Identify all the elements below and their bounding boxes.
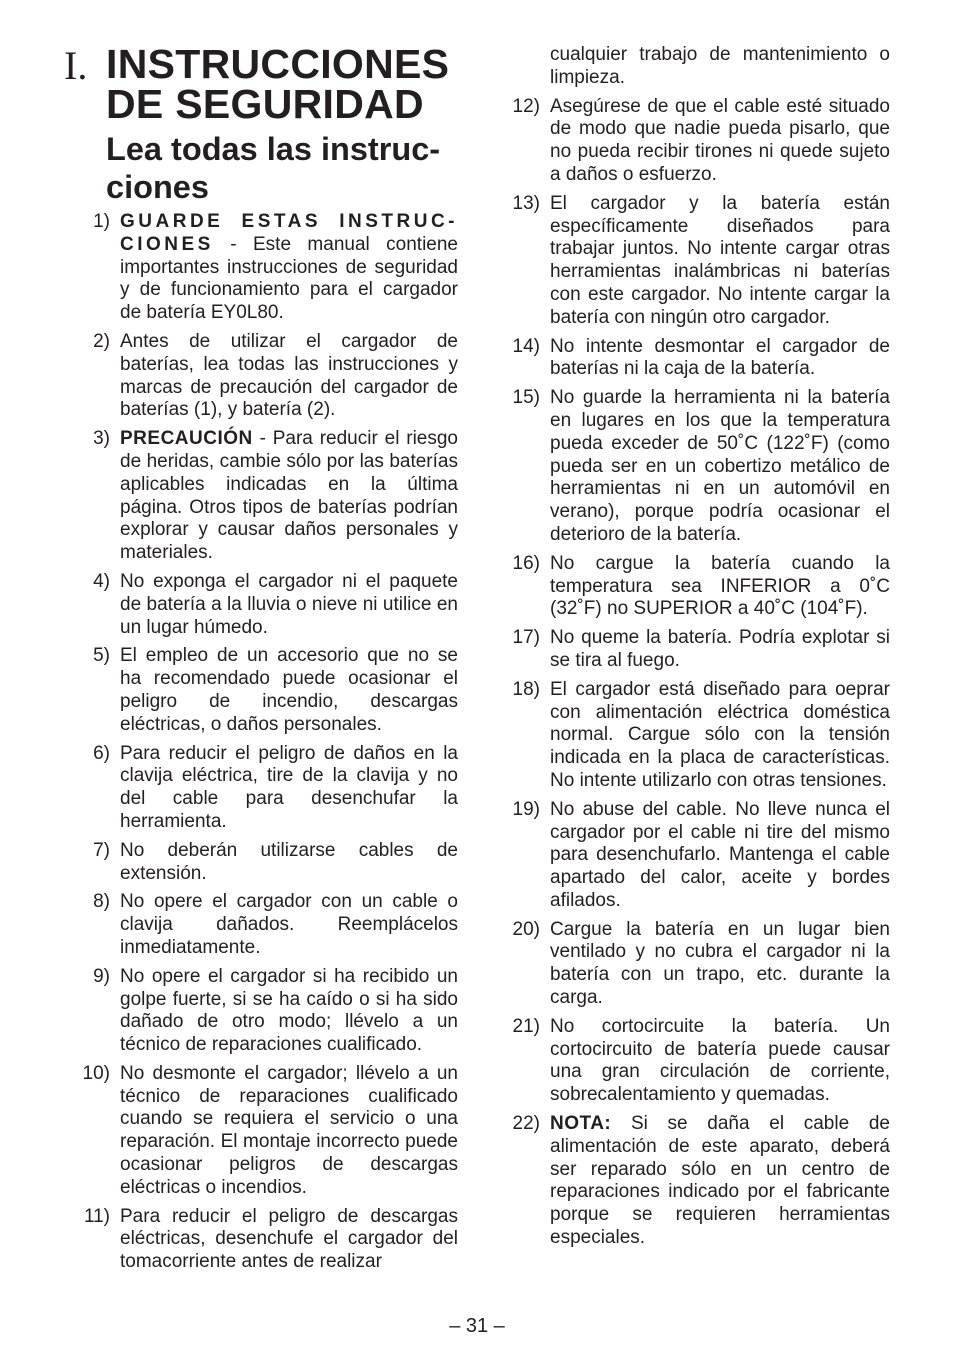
list-item bbox=[506, 96, 890, 187]
continued-text: cualquier trabajo de mantenimiento o limpieza. bbox=[550, 44, 890, 88]
list-item-text bbox=[120, 571, 458, 638]
list-item-number: 22) bbox=[512, 1113, 540, 1135]
list-item bbox=[506, 387, 890, 547]
list-item-body: No queme la batería. Podría explotar si se tira al fuego. bbox=[550, 627, 890, 671]
list-item-text bbox=[550, 679, 890, 791]
list-item-body: Cargue la batería en un lugar bien ventilado y no cubra el cargador ni la batería con un trapo, etc. durante la carga. bbox=[550, 918, 890, 1009]
section-title bbox=[106, 41, 466, 127]
list-item-number: 3) bbox=[93, 428, 110, 450]
list-item-number: 15) bbox=[512, 387, 540, 409]
list-item-number: 7) bbox=[93, 839, 110, 861]
list-item-body: Antes de utilizar el cargador de baterías, lea todas las instrucciones y marcas de precaución del cargador de baterías (1), y batería (2). bbox=[120, 330, 458, 421]
list-item bbox=[506, 1016, 890, 1107]
list-item-text bbox=[120, 840, 458, 884]
list-item bbox=[76, 1206, 458, 1274]
list-item bbox=[506, 193, 890, 330]
list-item-text bbox=[120, 966, 458, 1055]
list-item-body: No cargue la batería cuando la temperatura sea INFERIOR a 0˚C (32˚F) no SUPERIOR a 40˚C (104˚F). bbox=[550, 552, 890, 620]
list-item-body: El empleo de un accesorio que no se ha recomendado puede ocasionar el peligro de incendio, descargas eléctricas, o daños personales. bbox=[120, 645, 458, 735]
list-item bbox=[76, 1063, 458, 1200]
list-item-number: 5) bbox=[93, 645, 110, 667]
list-item-body: No cortocircuite la batería. Un cortocircuito de batería puede causar una gran circulación de corriente, sobrecalentamiento y quemadas. bbox=[550, 1015, 890, 1106]
list-item bbox=[76, 743, 458, 834]
list-item-body: - Para reducir el riesgo de heridas, cambie sólo por las baterías aplicables indicadas en la última página. Otros tipos de baterías podrían explorar y causar daños personales y materiales. bbox=[120, 428, 458, 564]
list-item-text bbox=[550, 799, 890, 911]
list-item-body: El cargador está diseñado para oeprar con alimentación eléctrica doméstica normal. Cargue sólo con la tensión indicada en la placa de características. No intente utilizarlo con otras tensiones. bbox=[550, 678, 890, 791]
list-item-number: 17) bbox=[512, 627, 540, 649]
list-item-text bbox=[550, 96, 890, 185]
list-item-number: 20) bbox=[512, 918, 540, 940]
list-item-number: 18) bbox=[512, 678, 540, 700]
list-item bbox=[76, 966, 458, 1057]
list-item-text bbox=[550, 553, 890, 620]
list-item-body: Si se daña el cable de alimentación de este aparato, deberá ser reparado sólo en un centro de reparaciones indicado por el fabricante porque se requieren herramientas especiales. bbox=[550, 1113, 890, 1249]
list-item-text bbox=[120, 891, 458, 958]
list-item bbox=[506, 799, 890, 913]
list-item-text bbox=[550, 387, 890, 545]
list-item-number: 21) bbox=[512, 1015, 540, 1037]
list-item-text bbox=[120, 211, 458, 323]
list-item-body: Para reducir el peligro de daños en la clavija eléctrica, tire de la clavija y no del cable para desenchufar la herramienta. bbox=[120, 742, 458, 832]
list-item-text bbox=[550, 919, 890, 1008]
list-item bbox=[506, 919, 890, 1010]
list-item-body: No intente desmontar el cargador de baterías ni la caja de la batería. bbox=[550, 335, 890, 380]
list-item-body: No desmonte el cargador; llévelo a un técnico de reparaciones cualificado cuando se requiera el servicio o una reparación. El montaje incorrecto puede ocasionar peligros de descargas eléctricas o incendios. bbox=[120, 1062, 458, 1198]
list-item-body: No guarde la herramienta ni la batería en lugares en los que la temperatura pueda exceder de 50˚C (122˚F) (como pueda ser en un cobertizo metálico de herramientas ni en un automóvil en verano), porque podría ocasionar el deterioro de la batería. bbox=[550, 387, 890, 545]
list-item-number: 6) bbox=[93, 742, 110, 764]
list-item-text bbox=[550, 1016, 890, 1105]
list-item-number: 10) bbox=[82, 1062, 110, 1084]
section-title-line1: INSTRUCCIONES bbox=[106, 41, 450, 87]
list-item-body: Para reducir el peligro de descargas eléctricas, desenchufe el cargador del tomacorriente antes de realizar bbox=[120, 1205, 458, 1273]
list-item-number: 8) bbox=[93, 891, 110, 913]
section-subtitle bbox=[106, 130, 466, 206]
list-item-text bbox=[120, 1063, 458, 1198]
list-item-number: 14) bbox=[512, 335, 540, 357]
list-item-text bbox=[550, 193, 890, 328]
list-item-keyword: PRECAUCIÓN bbox=[120, 428, 253, 450]
page-number: – 31 – bbox=[449, 1315, 505, 1337]
list-item-number: 1) bbox=[93, 211, 110, 232]
section-number: I. bbox=[64, 43, 88, 88]
section-subtitle-line2: ciones bbox=[106, 169, 209, 205]
list-item-number: 16) bbox=[512, 552, 540, 574]
list-item bbox=[506, 1113, 890, 1250]
list-item-body: - Este manual contiene importantes instrucciones de seguridad y de funcionamiento para el cargador de batería EY0L80. bbox=[120, 233, 458, 324]
list-item bbox=[506, 336, 890, 382]
right-column bbox=[506, 44, 890, 1256]
list-item bbox=[76, 331, 458, 422]
list-item-text bbox=[120, 1206, 458, 1273]
list-item bbox=[506, 627, 890, 673]
list-item-body: El cargador y la batería están específicamente diseñados para trabajar juntos. No intente cargar otras herramientas inalámbricas ni baterías con este cargador. No intente cargar la batería con ningún otro cargador. bbox=[550, 192, 890, 328]
list-item-text bbox=[120, 743, 458, 832]
section-subtitle-line1: Lea todas las instruc- bbox=[106, 131, 441, 167]
section-title-line2: DE SEGURIDAD bbox=[106, 81, 424, 127]
list-item-text bbox=[120, 645, 458, 734]
list-item-text bbox=[550, 336, 890, 380]
list-item-keyword: NOTA: bbox=[550, 1113, 612, 1135]
list-item-body: Asegúrese de que el cable esté situado de modo que nadie pueda pisarlo, que no pueda recibir tirones ni quede sujeto a daños o esfuerzo. bbox=[550, 95, 890, 185]
list-item-number: 13) bbox=[512, 192, 540, 214]
list-item-body: No opere el cargador si ha recibido un golpe fuerte, si se ha caído o si ha sido dañado de otro modo; llévelo a un técnico de reparaciones cualificado. bbox=[120, 965, 458, 1056]
list-item bbox=[76, 571, 458, 639]
list-item-number: 2) bbox=[93, 330, 110, 352]
list-item-number: 19) bbox=[512, 798, 540, 820]
list-item-number: 9) bbox=[93, 965, 110, 987]
list-item-number: 12) bbox=[512, 95, 540, 117]
list-item bbox=[76, 645, 458, 736]
list-item bbox=[76, 840, 458, 886]
list-item-text bbox=[120, 428, 458, 563]
list-item-number: 4) bbox=[93, 570, 110, 592]
list-item bbox=[506, 553, 890, 621]
list-item bbox=[76, 211, 458, 325]
list-item-text bbox=[550, 1113, 890, 1248]
list-item-body: No deberán utilizarse cables de extensión. bbox=[120, 839, 458, 884]
list-item-number: 11) bbox=[83, 1205, 110, 1227]
left-column bbox=[76, 211, 458, 1280]
list-item-body: No exponga el cargador ni el paquete de batería a la lluvia o nieve ni utilice en un lugar húmedo. bbox=[120, 570, 458, 638]
list-item-body: No opere el cargador con un cable o clavija dañados. Reemplácelos inmediatamente. bbox=[120, 891, 458, 958]
list-item-text bbox=[120, 331, 458, 420]
list-item bbox=[76, 891, 458, 959]
list-item bbox=[76, 428, 458, 565]
list-item-body: No abuse del cable. No lleve nunca el cargador por el cable ni tire del mismo para desenchufarlo. Mantenga el cable apartado del calor, aceite y bordes afilados. bbox=[550, 798, 890, 911]
list-item bbox=[506, 679, 890, 793]
list-item-keyword: GUARDE ESTAS INSTRUC-CIONES bbox=[120, 211, 458, 255]
list-item-text bbox=[550, 627, 890, 671]
